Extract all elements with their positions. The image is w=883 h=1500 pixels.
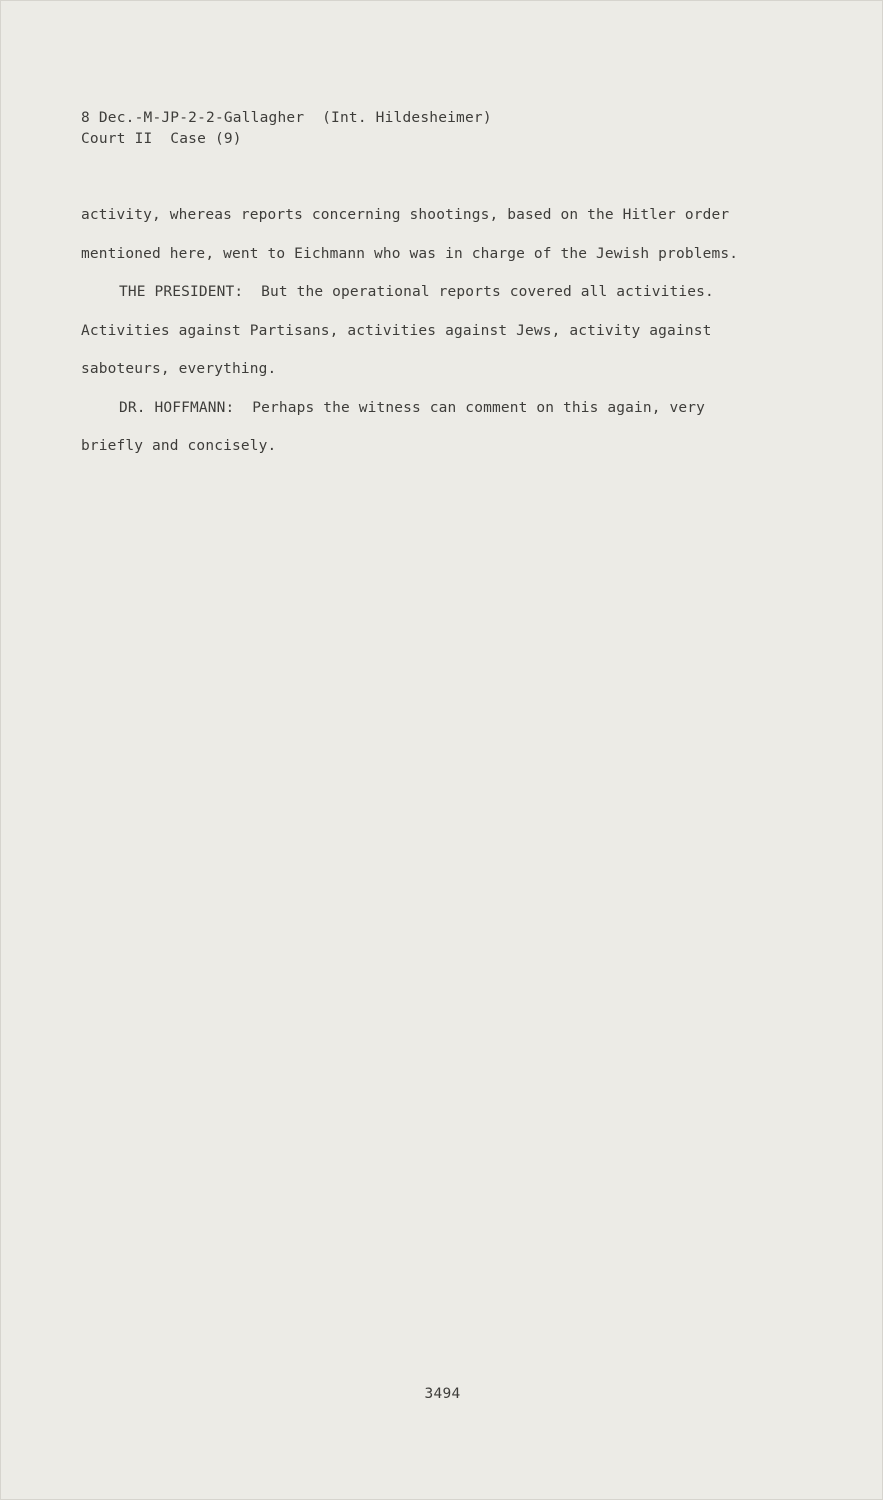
body-line: activity, whereas reports concerning shootings, based on the Hitler order <box>81 207 730 223</box>
page-number: 3494 <box>424 1386 461 1402</box>
header-session-line: 8 Dec.-M-JP-2-2-Gallagher (Int. Hildesheimer) <box>81 110 492 126</box>
body-line-hoffmann-statement: DR. HOFFMANN: Perhaps the witness can comment on this again, very <box>119 399 706 416</box>
body-line: Activities against Partisans, activities against Jews, activity against <box>81 322 712 339</box>
header-court-line: Court II Case (9) <box>81 131 242 147</box>
transcript-body <box>81 202 791 472</box>
body-line: briefly and concisely. <box>81 438 277 454</box>
body-line: saboteurs, everything. <box>81 361 277 377</box>
body-line: mentioned here, went to Eichmann who was in charge of the Jewish problems. <box>81 245 739 262</box>
body-line-president-statement: THE PRESIDENT: But the operational reports covered all activities. <box>119 284 714 300</box>
transcript-header <box>81 108 492 150</box>
